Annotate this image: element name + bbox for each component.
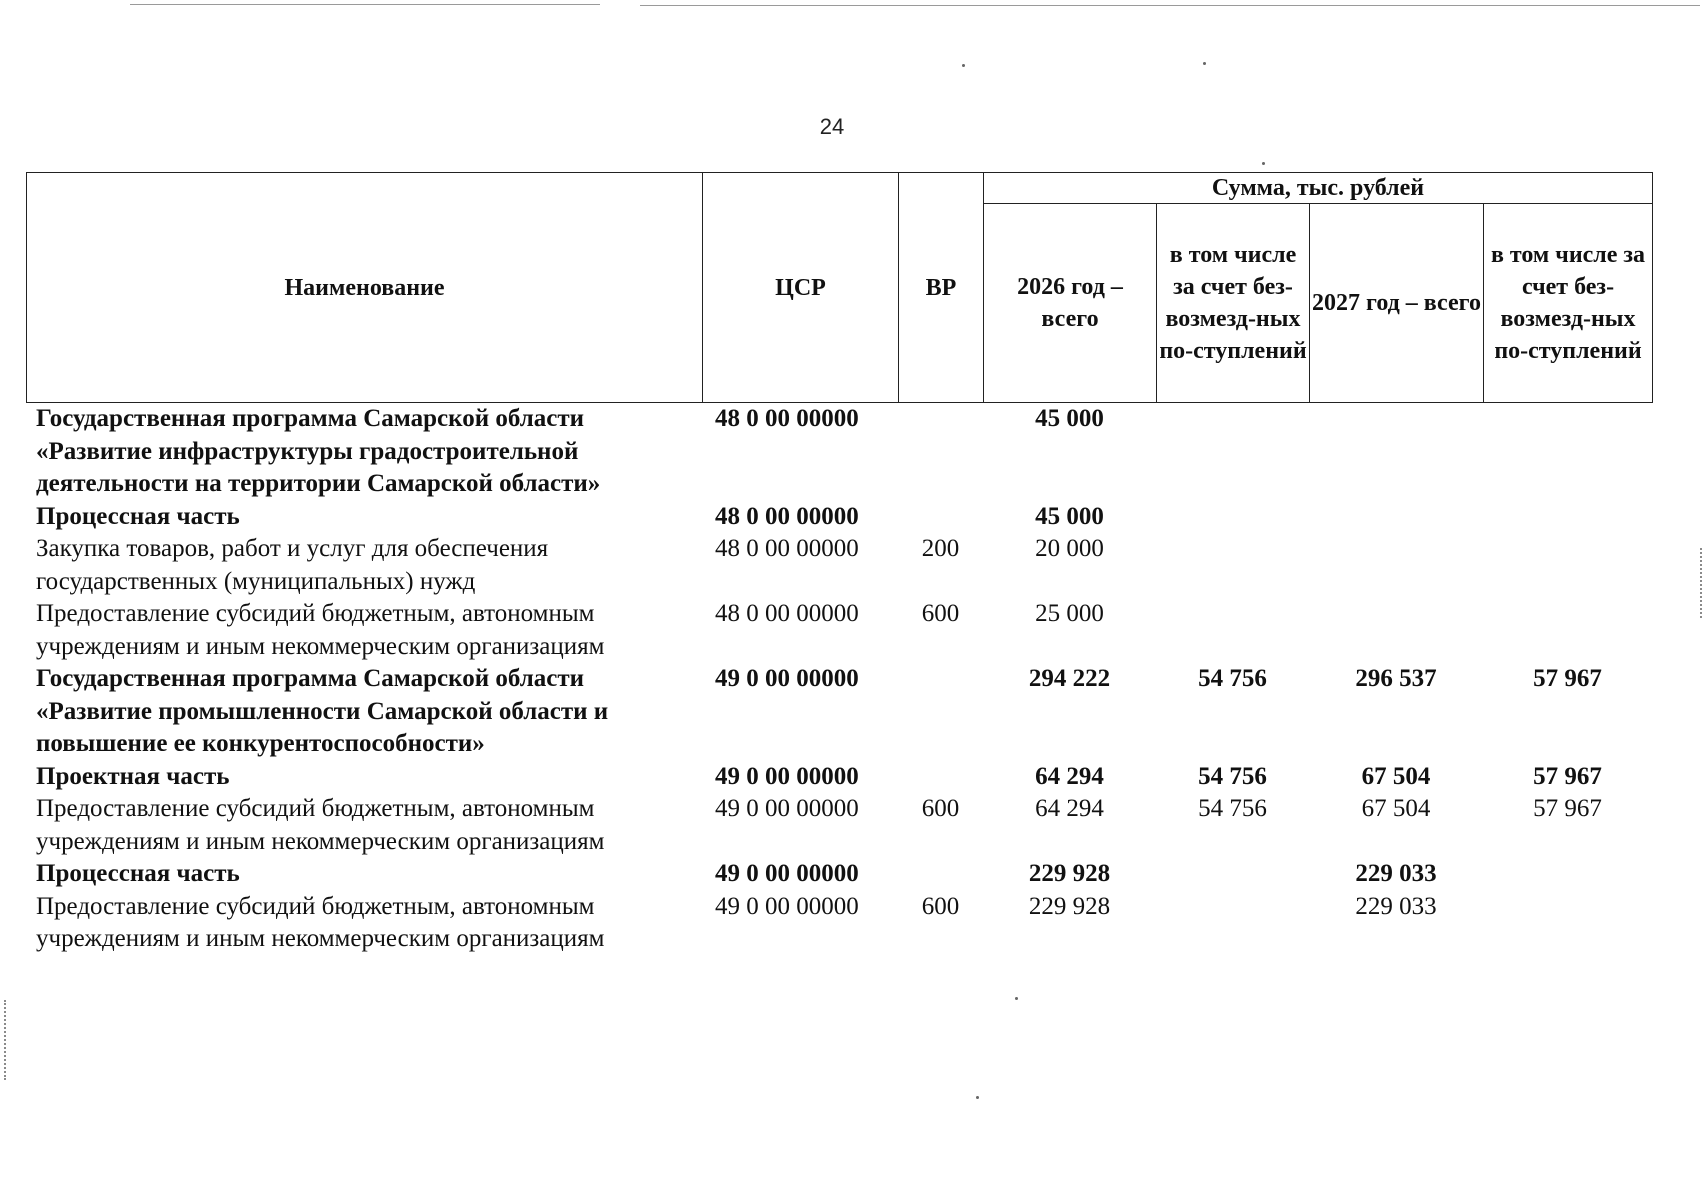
scan-speck [976, 1096, 979, 1099]
table-row [26, 891, 1652, 956]
row-2027-total [1309, 533, 1483, 598]
row-2026-free: 54 756 [1198, 762, 1267, 790]
row-vr: 600 [921, 795, 960, 822]
header-2026-free: в том числе за счет без-возмезд-ных по-ступлений [1157, 204, 1310, 403]
row-name: Предоставление субсидий бюджетным, автономным учреждениям и иным некоммерческим организациям [36, 892, 605, 952]
scan-speck [1015, 997, 1018, 1000]
scan-edge-noise [4, 1000, 6, 1080]
row-csr: 49 0 00 00000 [715, 795, 859, 822]
header-2027-free: в том числе за счет без-возмезд-ных по-ступлений [1484, 204, 1653, 403]
row-name: Предоставление субсидий бюджетным, автономным учреждениям и иным некоммерческим организациям [36, 795, 605, 855]
row-2026-total: 45 000 [1035, 502, 1104, 530]
row-csr: 49 0 00 00000 [715, 860, 859, 887]
scan-edge-noise [1700, 548, 1702, 618]
header-vr: ВР [899, 173, 984, 403]
scan-border-line [130, 4, 600, 5]
scan-border-line [640, 5, 1700, 6]
header-name: Наименование [27, 173, 703, 403]
row-name: Процессная часть [36, 860, 240, 887]
row-2027-free [1483, 598, 1652, 663]
row-csr: 49 0 00 00000 [715, 665, 859, 692]
header-2026-total: 2026 год – всего [984, 204, 1157, 403]
row-csr: 48 0 00 00000 [715, 502, 859, 530]
row-2027-total: 229 033 [1355, 860, 1437, 887]
row-csr: 48 0 00 00000 [715, 535, 859, 562]
row-2026-total: 294 222 [1028, 665, 1111, 692]
row-2026-free: 54 756 [1198, 665, 1267, 692]
row-2027-total [1309, 598, 1483, 663]
row-2026-free [1156, 501, 1309, 534]
row-2027-free: 57 967 [1533, 665, 1602, 692]
row-name: Предоставление субсидий бюджетным, автономным учреждениям и иным некоммерческим организациям [36, 600, 605, 660]
row-2026-free [1156, 533, 1309, 598]
row-vr [898, 761, 983, 794]
scan-speck [962, 64, 965, 67]
row-2027-free [1483, 403, 1652, 501]
row-name: Закупка товаров, работ и услуг для обеспечения государственных (муниципальных) нужд [36, 535, 549, 595]
table-row [26, 533, 1652, 598]
row-name: Государственная программа Самарской области «Развитие инфраструктуры градостроительной деятельности на территории Самарской области» [36, 405, 601, 497]
header-sum-title: Сумма, тыс. рублей [984, 173, 1653, 204]
row-csr: 48 0 00 00000 [715, 405, 859, 432]
row-2027-free: 57 967 [1533, 762, 1602, 790]
row-2026-total: 64 294 [1035, 762, 1104, 790]
row-2027-total: 296 537 [1355, 665, 1437, 692]
row-2026-free [1156, 403, 1309, 501]
table-row [26, 663, 1652, 761]
row-vr [898, 403, 983, 501]
header-2027-total: 2027 год – всего [1310, 204, 1484, 403]
header-csr: ЦСР [703, 173, 899, 403]
row-2026-free [1156, 598, 1309, 663]
row-2027-free [1483, 891, 1652, 956]
row-2027-total: 67 504 [1361, 762, 1431, 790]
row-2027-free [1483, 501, 1652, 534]
row-2026-total: 229 928 [1028, 892, 1111, 920]
row-name: Процессная часть [36, 502, 240, 530]
row-vr [898, 663, 983, 761]
scan-speck [1262, 162, 1265, 165]
row-csr: 49 0 00 00000 [715, 892, 859, 920]
row-vr [898, 501, 983, 534]
row-2026-total: 229 928 [1028, 860, 1111, 887]
table-row [26, 793, 1652, 858]
table-row [26, 761, 1652, 794]
table-row [26, 598, 1652, 663]
table-body [26, 403, 1652, 956]
row-2027-total: 67 504 [1361, 795, 1431, 822]
row-2027-total [1309, 501, 1483, 534]
page-number: 24 [819, 114, 845, 139]
row-csr: 49 0 00 00000 [715, 762, 859, 790]
row-2026-free: 54 756 [1198, 795, 1267, 822]
row-csr: 48 0 00 00000 [715, 600, 859, 627]
row-2026-total: 20 000 [1035, 535, 1104, 562]
row-2026-total: 45 000 [1035, 405, 1104, 432]
table-row [26, 403, 1652, 501]
row-name: Государственная программа Самарской области «Развитие промышленности Самарской области и повышение ее конкурентоспособности» [36, 665, 609, 757]
row-vr: 200 [921, 535, 960, 562]
row-2027-free [1483, 533, 1652, 598]
row-2027-free: 57 967 [1533, 795, 1602, 822]
row-vr: 600 [921, 600, 960, 627]
row-2027-total [1309, 403, 1483, 501]
row-2026-total: 25 000 [1035, 600, 1104, 627]
table-row [26, 858, 1652, 891]
table-header [26, 172, 1653, 403]
row-vr: 600 [921, 892, 960, 920]
row-name: Проектная часть [36, 762, 230, 790]
row-2027-free [1483, 858, 1652, 891]
row-2027-total: 229 033 [1355, 892, 1437, 920]
scan-speck [1203, 62, 1206, 65]
row-2026-free [1156, 891, 1309, 956]
row-2026-free [1156, 858, 1309, 891]
row-vr [898, 858, 983, 891]
row-2026-total: 64 294 [1035, 795, 1104, 822]
table-row [26, 501, 1652, 534]
